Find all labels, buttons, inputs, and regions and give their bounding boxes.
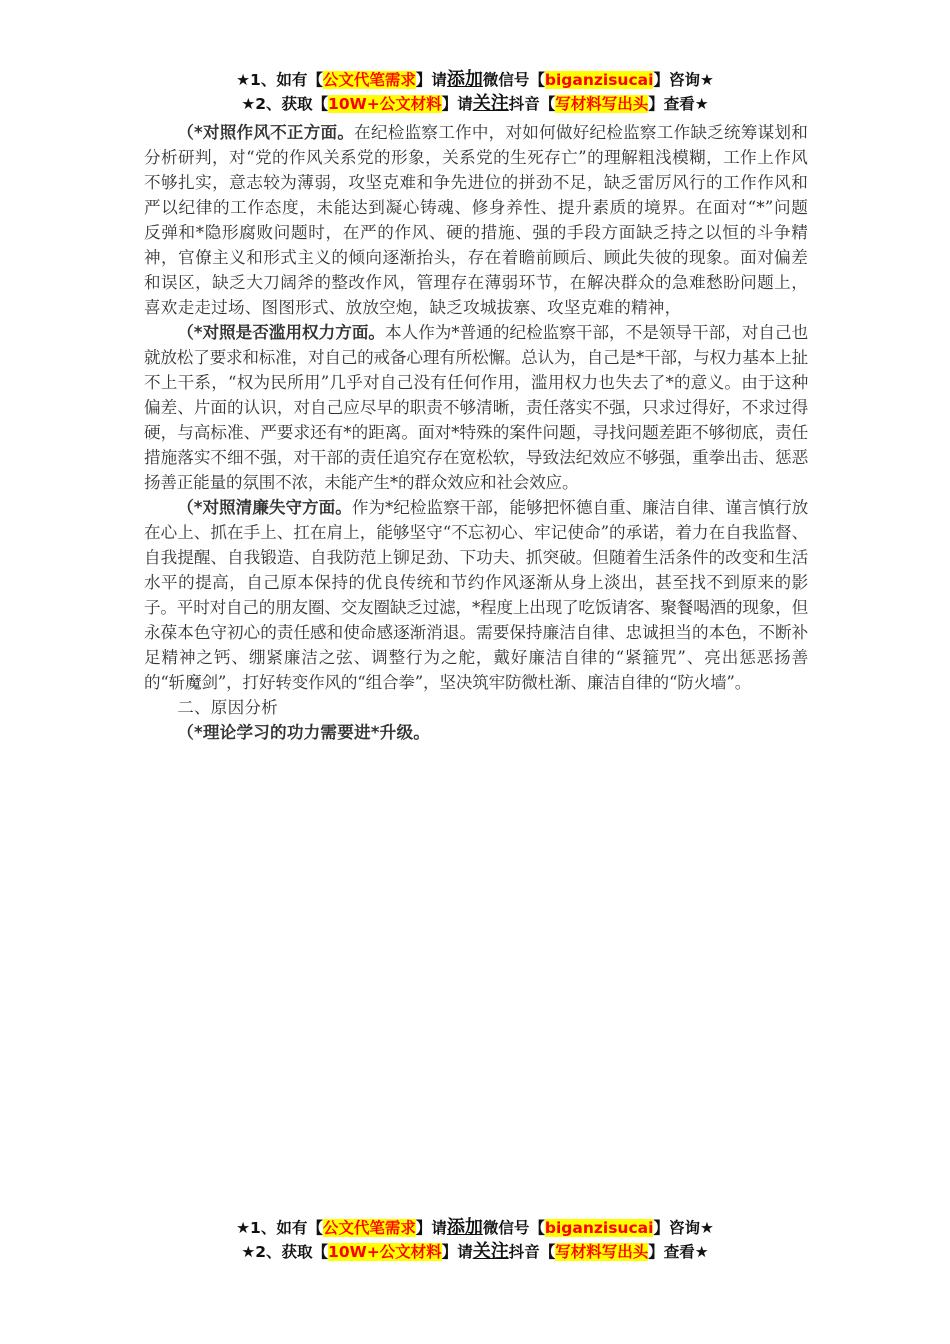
emphasis-add: 添加 [446,1217,483,1238]
banner-line-1 [0,1216,950,1240]
paragraph-text: 在纪检监察工作中，对如何做好纪检监察工作缺乏统筹谋划和分析研判，对“党的作风关系党的形象，关系党的生死存亡”的理解粗浅模糊，工作上作风不够扎实，意志较为薄弱，攻坚克难和争先进位的拼劲不足，缺乏雷厉风行的工作作风和严以纪律的工作态度，未能达到凝心铸魂、修身养性、提升素质的境界。在面对“*”问题反弹和*隐形腐败问题时，在严的作风、硬的措施、强的手段方面缺乏持之以恒的斗争精神，官僚主义和形式主义的倾向逐渐抬头，存在着瞻前顾后、顾此失彼的现象。面对偏差和误区，缺乏大刀阔斧的整改作风，管理存在薄弱环节，在解决群众的急难愁盼问题上，喜欢走走过场、图图形式、放放空炮，缺乏攻城拔寨、攻坚克难的精神， [144,123,808,317]
paragraph-power [144,320,808,495]
banner-text: 】咨询★ [653,71,714,89]
banner-text: 】请 [441,1243,473,1261]
banner-text: 】请 [441,95,473,113]
banner-text: 微信号【 [482,71,545,89]
paragraph-style [144,120,808,320]
banner-text: 】查看★ [648,1243,709,1261]
banner-text: ★1、如有【 [236,1219,323,1237]
banner-text: 微信号【 [482,1219,545,1237]
banner-text: ★1、如有【 [236,71,323,89]
highlight-douyin-account: 写材料写出头 [555,95,649,113]
paragraph-lead: （*对照清廉失守方面。 [177,498,352,517]
emphasis-follow: 关注 [472,1241,509,1262]
paragraph-integrity [144,495,808,695]
paragraph-lead: （*对照作风不正方面。 [177,123,355,142]
banner-line-2 [0,92,950,116]
highlight-service: 公文代笔需求 [322,71,416,89]
paragraph-text: 作为*纪检监察干部，能够把怀德自重、廉洁自律、谨言慎行放在心上、抓在手上、扛在肩上，能够坚守“不忘初心、牢记使命”的承诺，着力在自我监督、自我提醒、自我锻造、自我防范上铆足劲、下功夫、抓突破。但随着生活条件的改变和生活水平的提高，自己原本保持的优良传统和节约作风逐渐从身上淡出，甚至找不到原来的影子。平时对自己的朋友圈、交友圈缺乏过滤，*程度上出现了吃饭请客、聚餐喝酒的现象，但永葆本色守初心的责任感和使命感逐渐消退。需要保持廉洁自律、忠诚担当的本色，不断补足精神之钙、绷紧廉洁之弦、调整行为之舵，戴好廉洁自律的“紧箍咒”、亮出惩恶扬善的“斩魔剑”，打好转变作风的“组合拳”，坚决筑牢防微杜渐、廉洁自律的“防火墙”。 [144,498,808,692]
banner-text: 】咨询★ [653,1219,714,1237]
paragraph-text: 本人作为*普通的纪检监察干部，不是领导干部，对自己也就放松了要求和标准，对自己的戒备心理有所松懈。总认为，自己是*干部，与权力基本上扯不上干系，“权为民所用”几乎对自己没有任何作用，滥用权力也失去了*的意义。由于这种偏差、片面的认识，对自己应尽早的职责不够清晰，责任落实不强，只求过得好，不求过得硬，与高标准、严要求还有*的距离。面对*特殊的案件问题，寻找问题差距不够彻底，责任措施落实不细不强，对干部的责任追究存在宽松软，导致法纪效应不够强，重拳出击、惩恶扬善正能量的氛围不浓，未能产生*的群众效应和社会效应。 [144,323,808,492]
banner-text: 】查看★ [648,95,709,113]
banner-text: 】请 [415,71,447,89]
banner-line-1 [0,68,950,92]
highlight-service: 公文代笔需求 [322,1219,416,1237]
banner-text: ★2、获取【 [241,1243,329,1261]
banner-line-2 [0,1240,950,1264]
emphasis-follow: 关注 [472,93,509,114]
banner-text: 抖音【 [508,1243,556,1261]
header-banner [0,68,950,116]
paragraph-theory [144,720,808,745]
section-heading: 二、原因分析 [177,698,278,717]
paragraph-lead: （*对照是否滥用权力方面。 [177,323,386,342]
document-body [144,120,808,745]
highlight-douyin-account: 写材料写出头 [555,1243,649,1261]
highlight-materials: 10W+公文材料 [328,1243,442,1261]
banner-text: 抖音【 [508,95,556,113]
banner-text: ★2、获取【 [241,95,329,113]
paragraph-lead: （*理论学习的功力需要进*升级。 [177,723,431,742]
highlight-materials: 10W+公文材料 [328,95,442,113]
footer-banner [0,1216,950,1264]
emphasis-add: 添加 [446,69,483,90]
highlight-wechat-id: biganzisucai [544,71,654,89]
highlight-wechat-id: biganzisucai [544,1219,654,1237]
banner-text: 】请 [415,1219,447,1237]
